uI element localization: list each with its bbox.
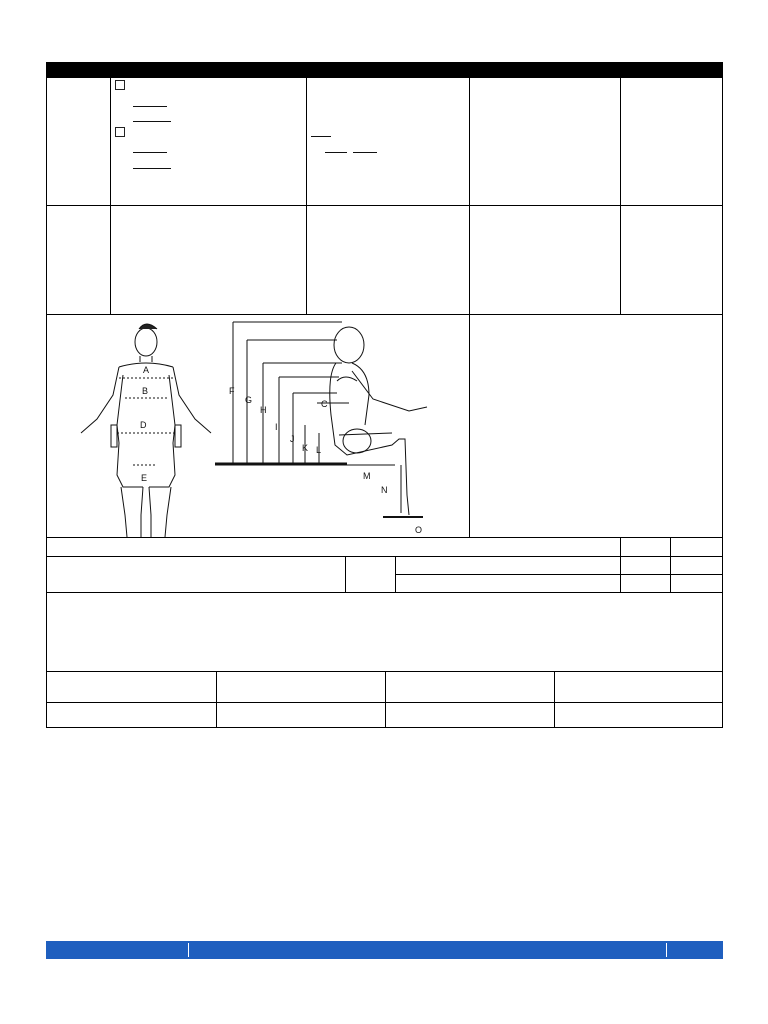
right-flex-field[interactable] (133, 142, 167, 153)
ambulation-cell (469, 206, 621, 314)
right-col-header (670, 538, 722, 556)
fig-label-b: B (142, 386, 149, 396)
measurements-table (47, 537, 722, 592)
summary-row[interactable] (47, 592, 722, 671)
left-wfl-checkbox[interactable] (115, 80, 125, 90)
j-right-value[interactable] (670, 557, 722, 574)
physician-sign-row (47, 702, 722, 727)
hip-width-label (47, 557, 345, 592)
fig-label-l: L (316, 445, 322, 455)
physician-label (47, 703, 216, 727)
therapist-label (47, 672, 216, 702)
right-wfl-checkbox[interactable] (115, 127, 125, 137)
balance-cell (110, 206, 306, 314)
foot-needs-cell (620, 78, 722, 205)
fig-label-g: G (245, 395, 253, 405)
neuro-status-cell (469, 315, 722, 537)
therapist-date-field[interactable] (385, 672, 554, 702)
fig-label-o: O (415, 525, 423, 535)
knee-feet-row (47, 78, 722, 205)
fig-label-i: I (275, 422, 278, 432)
j-left-value[interactable] (620, 557, 670, 574)
foot-positioning-cell (469, 78, 621, 205)
hip-width-value[interactable] (345, 557, 395, 592)
k-right-value[interactable] (670, 575, 722, 592)
therapist-phone-field[interactable] (554, 672, 723, 702)
fig-label-e: E (141, 473, 148, 483)
physician-signed-field[interactable] (216, 703, 386, 727)
transfers-cell (306, 206, 469, 314)
fig-label-d: D (140, 420, 147, 430)
physician-phone-field[interactable] (554, 703, 723, 727)
measurements-title (47, 538, 620, 556)
body-diagram-cell (47, 315, 469, 537)
knee-rom-cell (110, 78, 306, 205)
knee-ext-left-field[interactable] (325, 142, 347, 153)
physician-date-field[interactable] (385, 703, 554, 727)
strength-cell (306, 78, 469, 205)
body-measurement-diagram (47, 315, 469, 537)
fig-label-m: M (363, 471, 371, 481)
fig-label-n: N (381, 485, 388, 495)
knee-feet-label (47, 78, 110, 205)
fig-label-a: A (143, 365, 150, 375)
mobility-row (47, 205, 722, 314)
figure-labels (140, 365, 422, 535)
jk-block (395, 557, 722, 592)
section-header (46, 62, 723, 78)
therapist-signed-field[interactable] (216, 672, 386, 702)
evaluation-form (46, 62, 723, 728)
fig-label-c: C (321, 399, 328, 409)
knee-ext-right-field[interactable] (353, 142, 377, 153)
figure-row (47, 314, 722, 537)
fig-label-h: H (260, 405, 267, 415)
notes-cell (620, 206, 722, 314)
left-ext-field[interactable] (133, 111, 171, 122)
fig-label-k: K (302, 443, 309, 453)
summary-cell[interactable] (47, 593, 722, 671)
mobility-label (47, 206, 110, 314)
left-col-header (620, 538, 670, 556)
table-row (47, 556, 722, 592)
hip-flex-field[interactable] (311, 126, 331, 137)
measurements-header (47, 537, 722, 556)
right-ext-field[interactable] (133, 158, 171, 169)
fig-label-f: F (229, 386, 235, 396)
page-footer (46, 941, 723, 959)
left-flex-field[interactable] (133, 96, 167, 107)
k-left-value[interactable] (620, 575, 670, 592)
form-grid (46, 78, 723, 728)
fig-label-j: J (290, 434, 295, 444)
therapist-sign-row (47, 671, 722, 702)
